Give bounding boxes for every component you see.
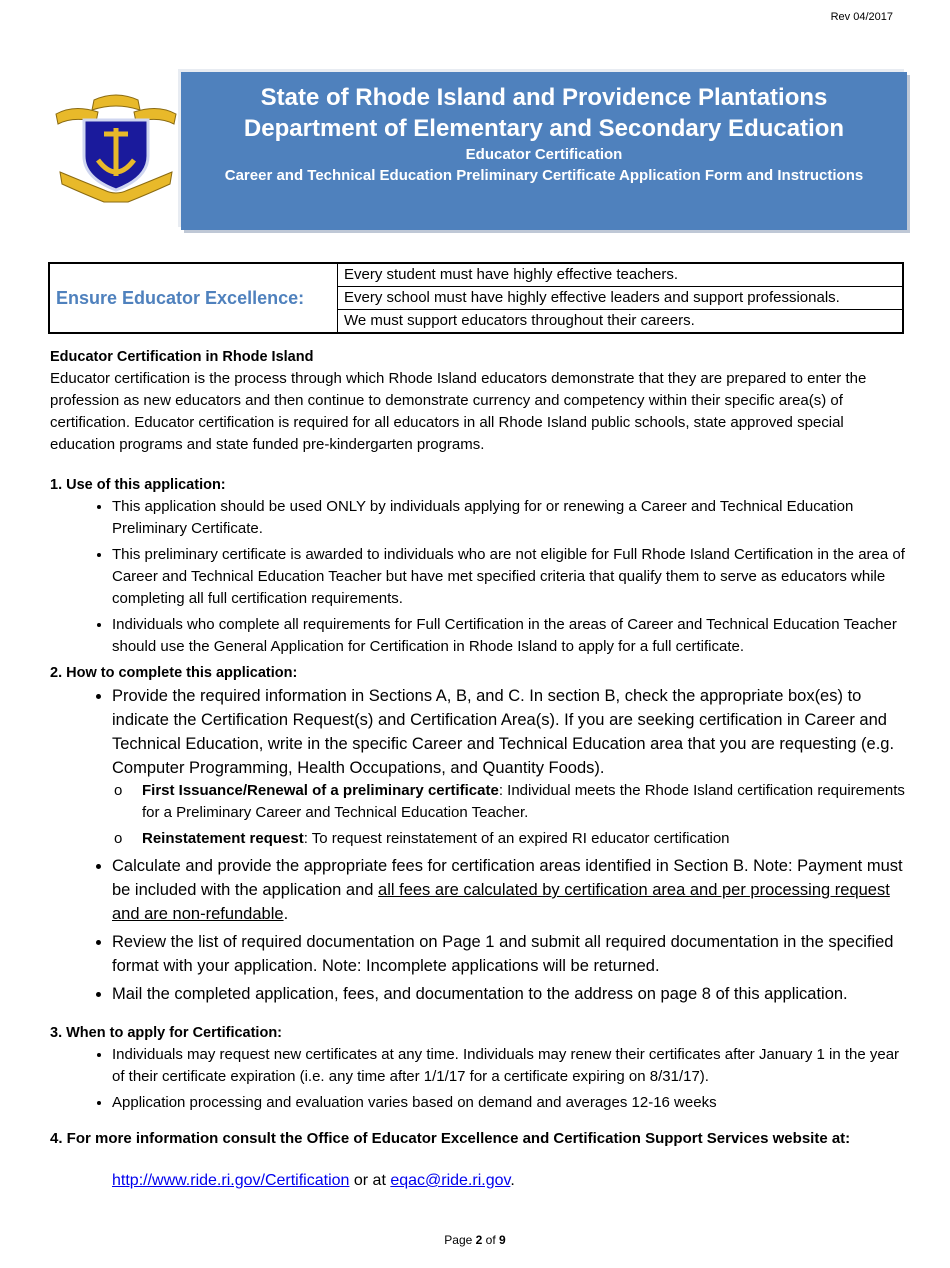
excellence-line: We must support educators throughout their careers. — [338, 310, 904, 334]
list-item: • Mail the completed application, fees, and documentation to the address on page 8 of this application. — [112, 982, 905, 1006]
state-title: State of Rhode Island and Providence Plantations — [260, 84, 828, 111]
rhode-island-seal-logo — [54, 86, 178, 204]
list-item — [112, 684, 905, 850]
of-label: of — [482, 1233, 500, 1247]
revision-label: Rev 04/2017 — [830, 11, 893, 23]
punctuation: . — [283, 905, 289, 923]
instructions-content — [50, 346, 905, 1192]
page-number — [0, 1232, 950, 1248]
section3-list — [50, 1044, 905, 1114]
email-link[interactable]: eqac@ride.ri.gov — [390, 1172, 511, 1189]
list-item-text: Provide the required information in Sections A, B, and C. In section B, check the appropriate box(es) to indicate the Certification Request(s) and Certification Area(s). If you are seeking certification in Career and Technical Education, write in the specific Career and Technical Education area that you are requesting (e.g. Computer Programming, Health Occupations, and Quantity Foods). — [112, 687, 895, 777]
sub-item — [142, 828, 905, 850]
intro-text: Educator certification is the process through which Rhode Island educators demonstrate that they are prepared to enter the profession as new educators and then continue to demonstrate currency and competency within their specific area(s) of certification. Educator certification is required for all educators in all Rhode Island public schools, state approved special education programs and state funded pre-kindergarten programs. — [50, 370, 867, 453]
request-types-list — [112, 780, 905, 850]
list-item: • Application processing and evaluation varies based on demand and averages 12-16 weeks — [112, 1092, 905, 1114]
sub-item-text: : To request reinstatement of an expired RI educator certification — [303, 830, 730, 847]
excellence-line: Every school must have highly effective leaders and support professionals. — [338, 287, 904, 310]
sub-item-text: : Individual meets the Rhode Island certification requirements for a Preliminary Career and Technical Education Teacher. — [142, 782, 905, 821]
form-title: Career and Technical Education Preliminary Certificate Application Form and Instructions — [224, 167, 864, 184]
header-banner — [181, 72, 907, 230]
or-text: or at — [349, 1172, 391, 1189]
intro-heading: Educator Certification in Rhode Island — [50, 349, 314, 365]
excellence-table — [48, 262, 904, 334]
fees-note: all fees are calculated by certification area and per processing request and are non-refundable — [112, 881, 890, 923]
section1-heading: 1. Use of this application: — [50, 477, 226, 493]
section2-heading: 2. How to complete this application: — [50, 665, 298, 681]
section2-list — [50, 684, 905, 1006]
list-item: • Individuals may request new certificates at any time. Individuals may renew their certificates after January 1 in the year of their certificate expiration (i.e. any time after 1/1/17 for a certificate expiring on 8/31/17). — [112, 1044, 905, 1088]
list-item: • Review the list of required documentation on Page 1 and submit all required documentation in the specified format with your application. Note: Incomplete applications will be returned. — [112, 930, 905, 978]
sub-item-title: Reinstatement request — [142, 830, 304, 847]
section4-heading: 4. For more information consult the Office of Educator Excellence and Certification Support Services website at: — [50, 1130, 851, 1147]
punctuation: . — [510, 1172, 515, 1189]
section1-list — [50, 496, 905, 658]
contact-line — [112, 1170, 905, 1192]
total-pages: 9 — [499, 1233, 506, 1247]
list-item: • This preliminary certificate is awarded to individuals who are not eligible for Full Rhode Island Certification in the area of Career and Technical Education Teacher but have met specified criteria that qualify them to serve as educators while completing all full certification requirements. — [112, 544, 905, 610]
list-item — [112, 854, 905, 926]
sub-item-title: First Issuance/Renewal of a preliminary certificate — [142, 782, 499, 799]
page-label: Page — [444, 1233, 476, 1247]
excellence-label: Ensure Educator Excellence: — [49, 263, 338, 333]
list-item-text: Calculate and provide the appropriate fees for certification areas identified in Section B. Note: Payment must be included with the application and — [112, 857, 903, 899]
current-page: 2 — [475, 1233, 483, 1247]
office-title: Educator Certification — [465, 146, 623, 163]
certification-website-link[interactable]: http://www.ride.ri.gov/Certification — [112, 1172, 350, 1189]
department-title: Department of Elementary and Secondary Education — [243, 115, 845, 142]
excellence-line: Every student must have highly effective teachers. — [338, 263, 904, 287]
sub-item — [142, 780, 905, 824]
list-item: • Individuals who complete all requirements for Full Certification in the areas of Career and Technical Education Teacher should use the General Application for Certification in Rhode Island to apply for a full certificate. — [112, 614, 905, 658]
section3-heading: 3. When to apply for Certification: — [50, 1025, 283, 1041]
list-item: • This application should be used ONLY by individuals applying for or renewing a Career and Technical Education Preliminary Certificate. — [112, 496, 905, 540]
